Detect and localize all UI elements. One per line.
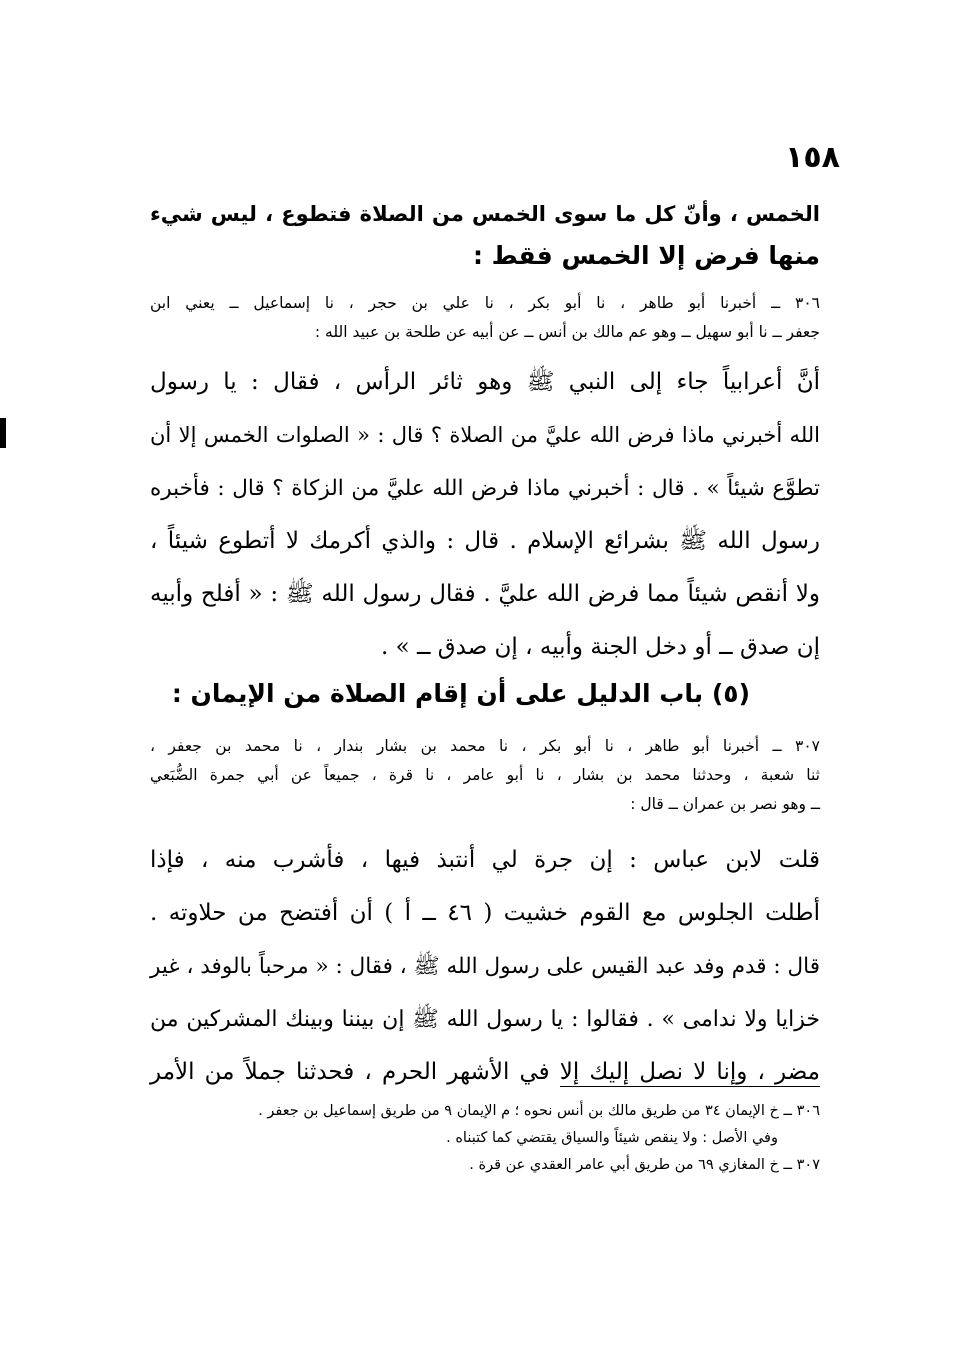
hadith-306-isnad [150,289,820,347]
heading-line: الخمس ، وأنّ كل ما سوى الخمس من الصلاة فتطوع ، ليس شيء [150,202,820,226]
isnad-line: ٣٠٦ ــ أخبرنا أبو طاهر ، نا أبو بكر ، نا علي بن حجر ، نا إسماعيل ــ يعني ابن [150,294,820,312]
footnote-separator [560,1086,820,1087]
heading-line: منها فرض إلا الخمس فقط : [472,241,820,270]
text-line: ولا أنقص شيئاً مما فرض الله عليَّ . فقال رسول الله ﷺ : « أفلح وأبيه [150,581,820,607]
heading-line: (٥) باب الدليل على أن إقام الصلاة من الإيمان : [171,679,750,708]
footnote-line: ٣٠٧ ــ خ المغازي ٦٩ من طريق أبي عامر العقدي عن قرة . [469,1157,820,1173]
chapter-heading-continued [150,193,820,277]
text-line: خزايا ولا ندامى » . فقالوا : يا رسول الله ﷺ إن بيننا وبينك المشركين من [150,1007,820,1032]
isnad-line: ٣٠٧ ــ أخبرنا أبو طاهر ، نا أبو بكر ، نا محمد بن بشار بندار ، نا محمد بن جعفر ، [150,737,820,755]
chapter-heading-5 [150,673,820,715]
text-line: أنَّ أعرابياً جاء إلى النبي ﷺ وهو ثائر الرأس ، فقال : يا رسول [150,369,820,395]
scan-edge-mark [0,418,6,448]
text-line: رسول الله ﷺ بشرائع الإسلام . قال : والذي أكرمك لا أتطوع شيئاً ، [150,528,820,554]
page-number: ١٥٨ [785,140,840,175]
isnad-line: ثنا شعبة ، وحدثنا محمد بن بشار ، نا أبو عامر ، نا قرة ، جميعاً عن أبي جمرة الضُّبَعي [150,766,820,784]
footnote-line: ٣٠٦ ــ خ الإيمان ٣٤ من طريق مالك بن أنس نحوه ؛ م الإيمان ٩ من طريق إسماعيل بن جعفر . [258,1103,820,1119]
text-line: قلت لابن عباس : إن جرة لي أنتبذ فيها ، فأشرب منه ، فإذا [150,847,820,873]
text-line: قال : قدم وفد عبد القيس على رسول الله ﷺ ، فقال : « مرحباً بالوفد ، غير [150,954,820,979]
text-line: مضر ، وإنا لا نصل إليك إلا في الأشهر الحرم ، فحدثنا جملاً من الأمر [150,1059,820,1085]
hadith-307-isnad [150,732,820,819]
footnotes [150,1098,820,1179]
text-line: إن صدق ــ أو دخل الجنة وأبيه ، إن صدق ــ » . [380,634,820,660]
text-line: الله أخبرني ماذا فرض الله عليَّ من الصلاة ؟ قال : « الصلوات الخمس إلا أن [150,423,820,447]
hadith-306-text [150,356,820,674]
text-line: أطلت الجلوس مع القوم خشيت ( ٤٦ ــ أ ) أن أفتضح من حلاوته . [150,900,820,926]
text-line: تطوَّع شيئاً » . قال : أخبرني ماذا فرض الله عليَّ من الزكاة ؟ قال : فأخبره [150,476,820,501]
isnad-line: جعفر ــ نا أبو سهيل ــ وهو عم مالك بن أنس ــ عن أبيه عن طلحة بن عبيد الله : [314,323,820,341]
footnote-line: وفي الأصل : ولا ينقص شيئاً والسياق يقتضي كما كتبناه . [446,1130,778,1146]
hadith-307-text [150,834,820,1099]
isnad-line: ــ وهو نصر بن عمران ــ قال : [630,795,820,813]
